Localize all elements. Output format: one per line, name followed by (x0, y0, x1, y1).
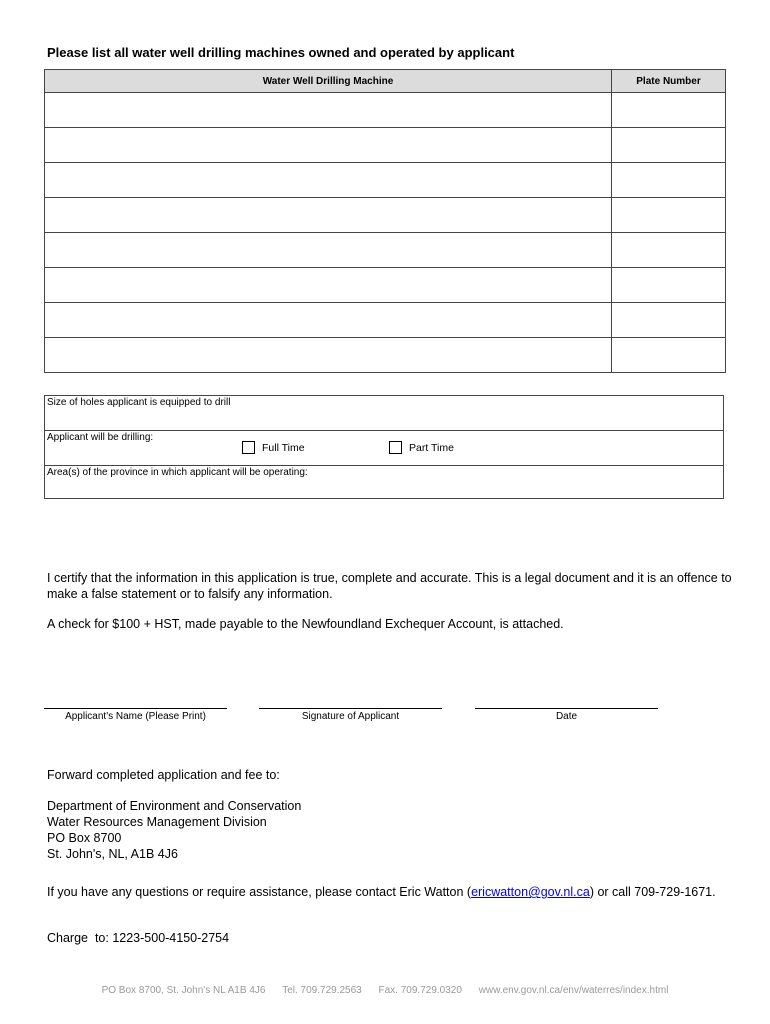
signature-line[interactable] (259, 708, 442, 722)
full-time-checkbox[interactable] (242, 441, 255, 454)
machine-cell[interactable] (45, 303, 612, 338)
charge-account: Charge to: 1223-500-4150-2754 (47, 931, 230, 945)
part-time-checkbox[interactable] (389, 441, 402, 454)
plate-number-cell[interactable] (612, 233, 726, 268)
plate-number-cell[interactable] (612, 198, 726, 233)
plate-number-cell[interactable] (612, 128, 726, 163)
drilling-label: Applicant will be drilling: (47, 432, 154, 443)
drilling-schedule-row (45, 431, 723, 466)
machine-cell[interactable] (45, 268, 612, 303)
column-header-plate-number: Plate Number (612, 70, 726, 93)
table-row (45, 163, 726, 198)
footer-address: PO Box 8700, St. John's NL A1B 4J6 (101, 985, 266, 996)
plate-number-cell[interactable] (612, 338, 726, 373)
drilling-machines-table (44, 69, 726, 373)
applicant-name-label: Applicant's Name (Please Print) (65, 711, 206, 722)
address-line: Water Resources Management Division (47, 815, 267, 829)
drilling-info-box (44, 395, 724, 499)
machine-cell[interactable] (45, 163, 612, 198)
payment-statement: A check for $100 + HST, made payable to the Newfoundland Exchequer Account, is attached. (47, 617, 564, 631)
contact-email-link[interactable]: ericwatton@gov.nl.ca (471, 885, 590, 899)
machine-cell[interactable] (45, 233, 612, 268)
plate-number-cell[interactable] (612, 303, 726, 338)
plate-number-cell[interactable] (612, 93, 726, 128)
table-row (45, 198, 726, 233)
machine-cell[interactable] (45, 338, 612, 373)
machine-cell[interactable] (45, 93, 612, 128)
forward-instruction: Forward completed application and fee to: (47, 768, 280, 782)
signature-label: Signature of Applicant (301, 711, 400, 722)
form-heading: Please list all water well drilling machines owned and operated by applicant (47, 45, 515, 60)
mailing-address (47, 798, 301, 862)
certification-statement: I certify that the information in this application is true, complete and accurate. This is a legal document and it is an offence to make a false statement or to falsify any information. (47, 571, 732, 601)
footer-url: www.env.gov.nl.ca/env/waterres/index.html (478, 985, 669, 996)
plate-number-cell[interactable] (612, 163, 726, 198)
table-row (45, 233, 726, 268)
table-row (45, 338, 726, 373)
applicant-name-line[interactable] (44, 708, 227, 722)
footer-fax: Fax. 709.729.0320 (378, 985, 462, 996)
hole-size-field[interactable] (45, 396, 723, 431)
table-row (45, 268, 726, 303)
address-line: Department of Environment and Conservation (47, 799, 302, 813)
contact-suffix: ) or call 709-729-1671. (589, 885, 716, 899)
table-row (45, 303, 726, 338)
operating-areas-label: Area(s) of the province in which applicant will be operating: (47, 467, 308, 478)
machine-cell[interactable] (45, 128, 612, 163)
part-time-label: Part Time (409, 441, 454, 454)
column-header-machine: Water Well Drilling Machine (45, 70, 612, 93)
hole-size-label: Size of holes applicant is equipped to drill (47, 397, 231, 408)
date-label: Date (555, 711, 578, 722)
address-line: PO Box 8700 (47, 831, 122, 845)
full-time-option[interactable] (242, 441, 305, 454)
address-line: St. John's, NL, A1B 4J6 (47, 847, 178, 861)
table-row (45, 93, 726, 128)
footer-tel: Tel. 709.729.2563 (282, 985, 362, 996)
full-time-label: Full Time (262, 441, 305, 454)
table-header-row (45, 70, 726, 93)
page-footer (0, 985, 770, 996)
plate-number-cell[interactable] (612, 268, 726, 303)
machine-cell[interactable] (45, 198, 612, 233)
date-line[interactable] (475, 708, 658, 722)
contact-prefix: If you have any questions or require assistance, please contact Eric Watton ( (47, 885, 472, 899)
contact-statement (47, 884, 737, 900)
operating-areas-field[interactable] (45, 466, 723, 499)
part-time-option[interactable] (389, 441, 454, 454)
table-row (45, 128, 726, 163)
